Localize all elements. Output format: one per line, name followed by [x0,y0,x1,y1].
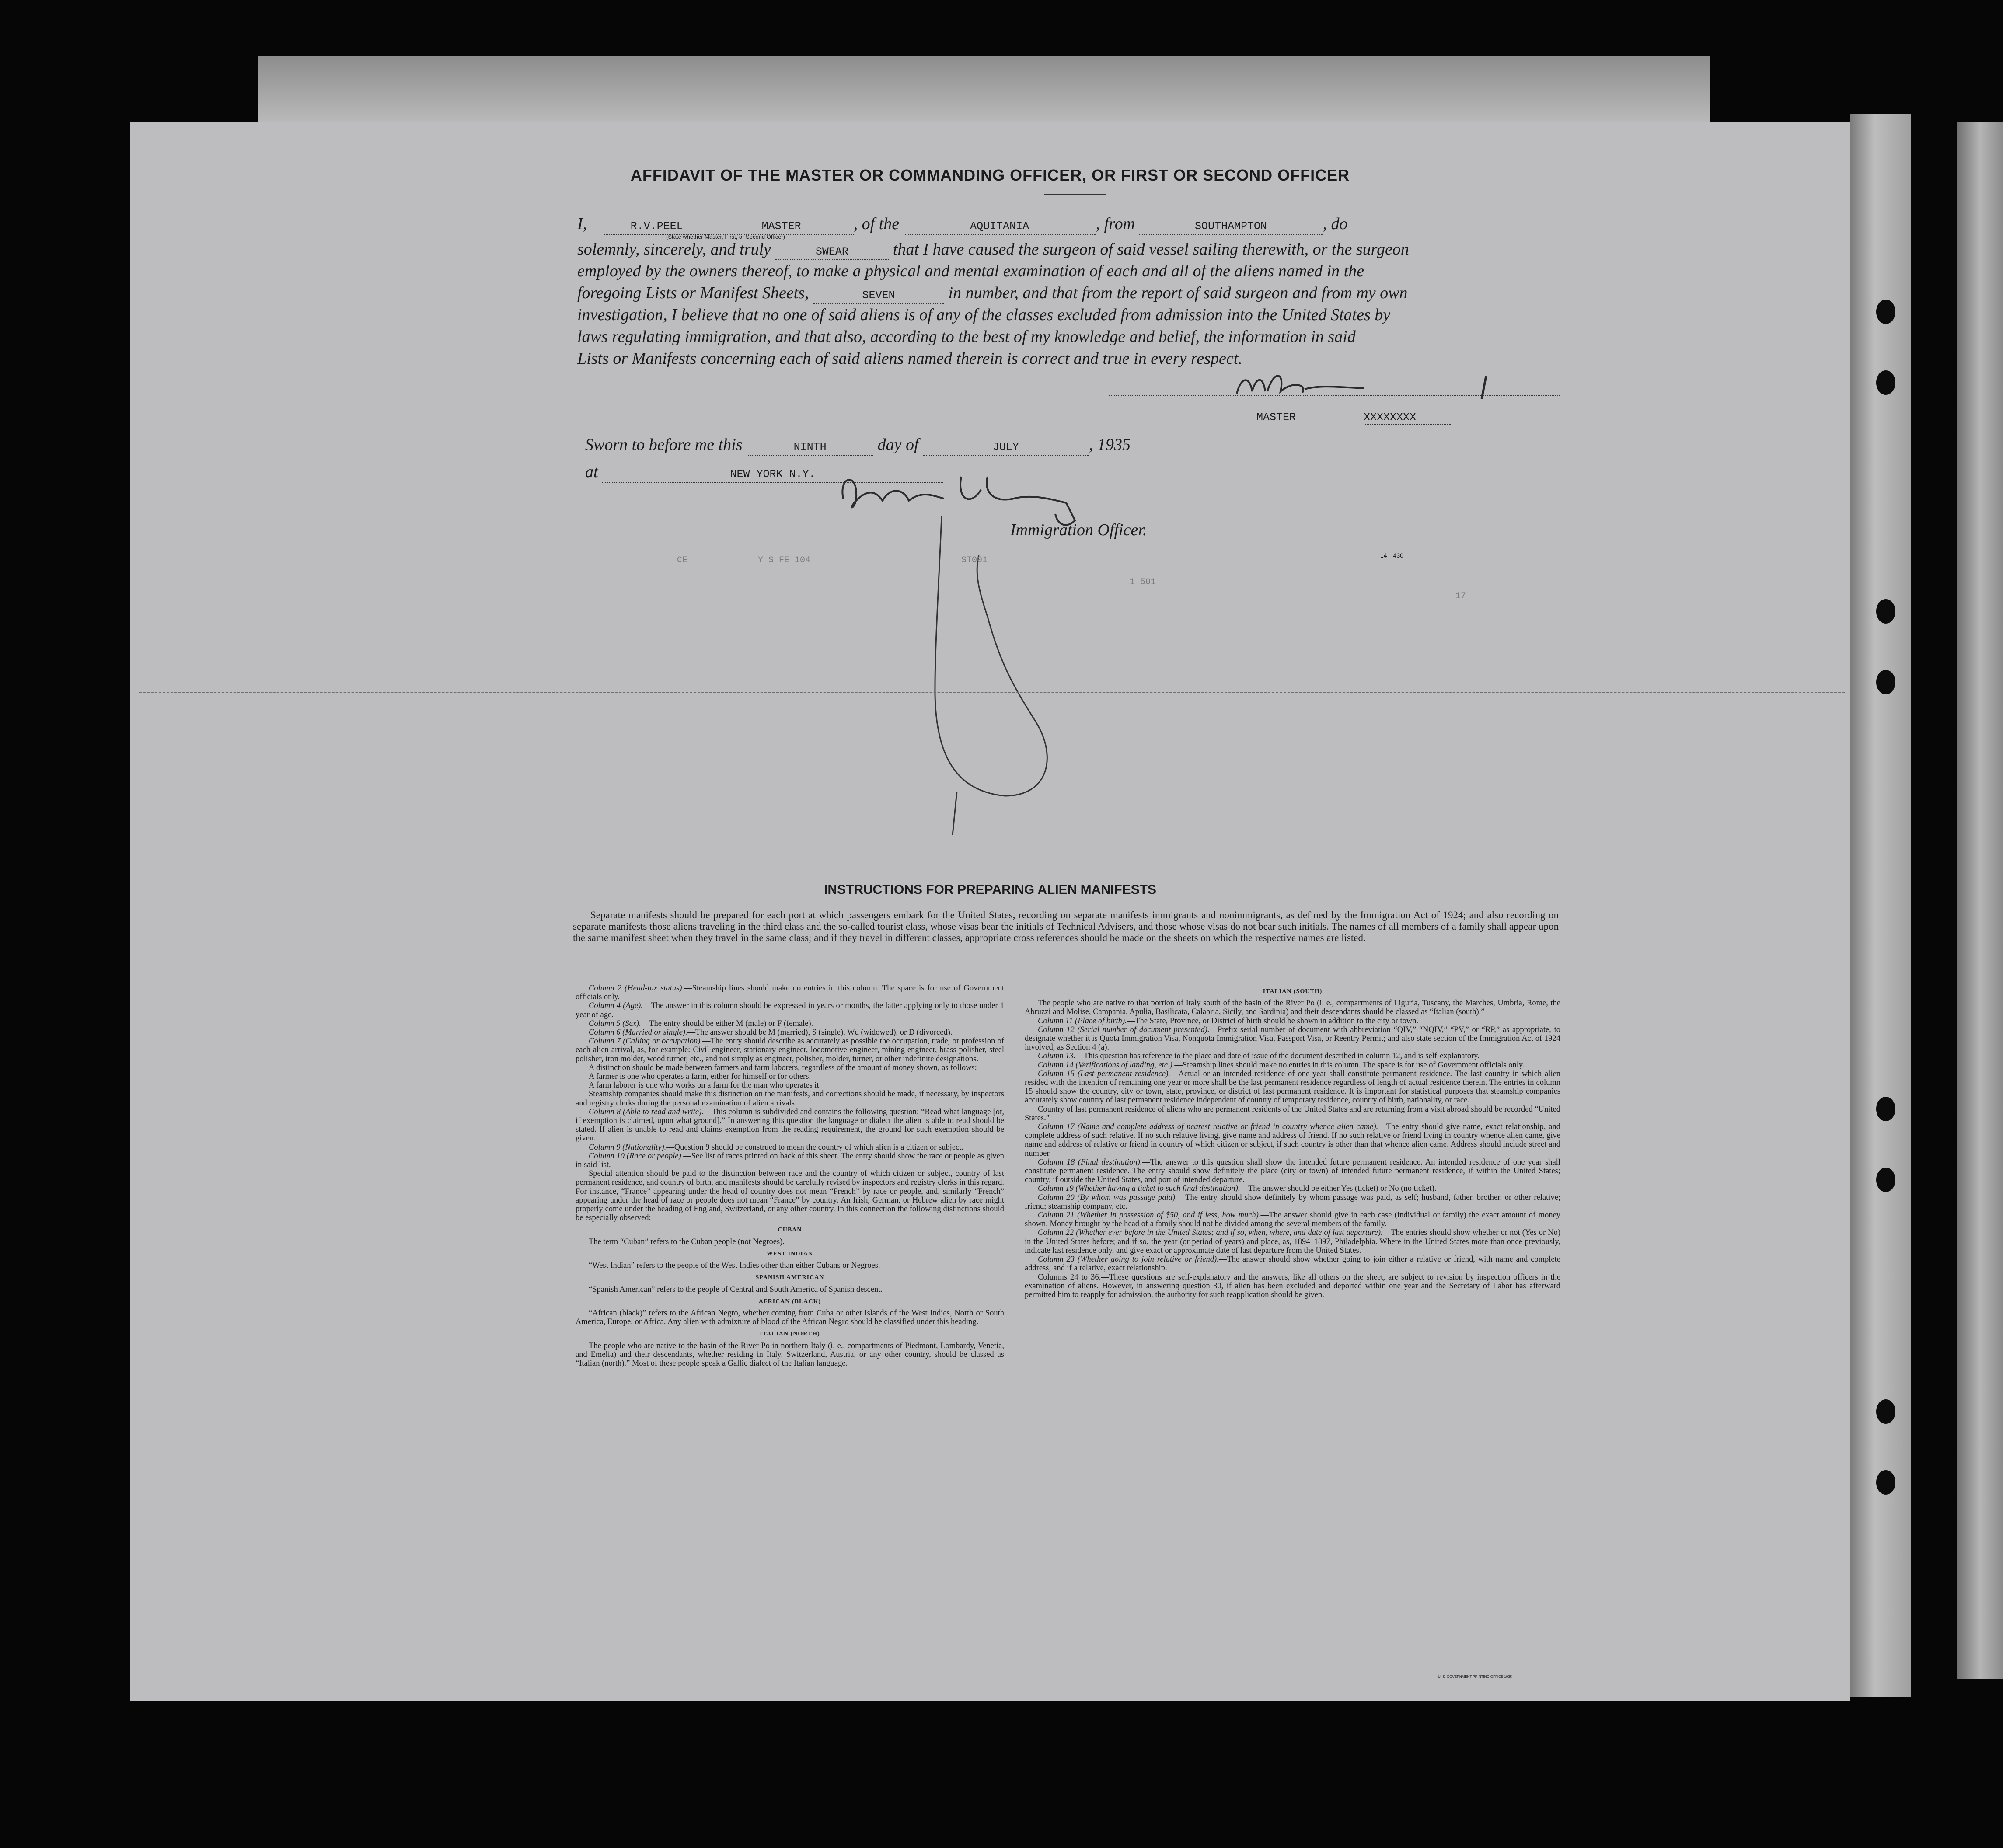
instruction-paragraph: Column 17 (Name and complete address of nearest relative or friend in country whence alien came).—The entry should give name, exact relationship, and complete address of such relative. If no such relative living, give name and address of friend. If no such relative or friend living in country whence alien came, give name and address of relative or friend in country of which citizen or subject, if such country is other than that whence alien came. Address should include street and number. [1025,1123,1560,1158]
instruction-paragraph: A farm laborer is one who works on a farm for the man who operates it. [589,1081,821,1090]
instruction-paragraph: Column 15 (Last permanent residence).—Actual or an intended residence of one year shall constitute permanent residence. The last country in which alien resided with the intention of remaining one year or more shall be the last permanent residence regardless of length of actual residence therein. The entries in column 15 should show the country, city or town, state, province, or district of last permanent residence. It is important for statistical purposes that steamship companies accurately show country of last permanent residence independent of country of temporary residence, country of birth, nationality, or race. [1025,1069,1560,1105]
affidavit-line-1 [577,214,1561,235]
instructions-title: INSTRUCTIONS FOR PREPARING ALIEN MANIFESTS [824,882,1157,897]
instruction-paragraph: The people who are native to the basin of the River Po in northern Italy (i. e., compartments of Piedmont, Lombardy, Venetia, and Emelia) and their descendants, whether residing in Italy, Switzerland, Austria, or any other country, should be classed as “Italian (north).” Most of these people speak a Gallic dialect of the Italian language. [576,1341,1004,1368]
punch-hole [1876,599,1895,624]
column-label: Column 14 (Verifications of landing, etc.). [1038,1060,1175,1070]
vessel-name-field: AQUITANIA [904,221,1096,235]
sworn-pre-text: Sworn to before me this [585,436,743,454]
instruction-paragraph: Column 14 (Verifications of landing, etc.).—Steamship lines should make no entries in this column. The space is for use of Government officials only. [1038,1060,1525,1070]
affidavit-line-6: laws regulating immigration, and that also, according to the best of my knowledge and belief, the information in said [577,328,1356,346]
section-heading: CUBAN [778,1227,802,1234]
column-label: Column 20 (By whom was passage paid). [1038,1193,1177,1202]
from-text: , from [1096,215,1135,233]
underlying-sheet-top [258,56,1710,122]
signature-struck-text: XXXXXXXX [1364,411,1451,425]
fold-line [139,692,1845,693]
underlying-sheet-right [1850,114,1911,1697]
instruction-paragraph: A distinction should be made between farmers and farm laborers, regardless of the amount of money shown, as follows: [589,1063,977,1072]
form-number-text: 14—430 [1380,552,1403,559]
column-label: Column 9 (Nationality). [589,1143,667,1152]
of-the-text: , of the [853,215,900,233]
affidavit-line-4 [577,283,1561,304]
sheet-count-field: SEVEN [813,290,944,304]
officer-rank-field: MASTER [709,221,854,235]
instruction-paragraph: Special attention should be paid to the distinction between race and the country of which citizen or subject, country of last permanent residence, and country of birth, and manifests should be carefully revised by inspectors and registry clerks in this regard. For instance, “France” appearing under the head of country does not mean “French” by race or people, and, similarly “French” appearing under the head of race or people does not mean “France” by country. An Irish, German, or Hebrew alien by race might properly come under the heading of England, Switzerland, or any other country. In this connection the following distinctions should be especially observed: [576,1169,1004,1223]
instruction-paragraph: Column 23 (Whether going to join relative or friend).—The answer should show whether going to join either a relative or friend, with name and complete address; and if a relative, exact relationship. [1025,1255,1560,1273]
instruction-paragraph: Column 13.—This question has reference to the place and date of issue of the document described in column 12, and is self-explanatory. [1038,1052,1480,1061]
column-label: Column 12 (Serial number of document presented). [1038,1025,1210,1034]
column-label: Column 15 (Last permanent residence). [1038,1069,1171,1078]
sworn-month-field: JULY [923,442,1089,456]
title-underline [1044,194,1106,195]
sworn-day-of-text: day of [877,436,919,454]
instruction-paragraph: Column 4 (Age).—The answer in this column should be expressed in years or months, the latter applying only to those under 1 year of age. [576,1001,1004,1019]
column-label: Column 8 (Able to read and write). [589,1107,704,1116]
section-heading: WEST INDIAN [766,1250,813,1257]
column-label: Column 17 (Name and complete address of nearest relative or friend in country whence alien came). [1038,1123,1378,1132]
faint-mark: CE [677,555,688,565]
instruction-paragraph: Columns 24 to 36.—These questions are self-explanatory and the answers, like all others on the sheet, are subject to revision by inspection officers in the examination of aliens. However, in answering question 30, if alien has been excluded and deported within one year and the Secretary of Labor has afterward permitted him to reapply for admission, the authority for such reapplication should be given. [1025,1273,1560,1299]
column-label: Column 13. [1038,1052,1076,1061]
sworn-line [585,435,1131,456]
line2-post-text: that I have caused the surgeon of said vessel sailing therewith, or the surgeon [893,240,1409,258]
instruction-paragraph: Country of last permanent residence of aliens who are permanent residents of the United States and are returning from a visit abroad should be recorded “United States.” [1025,1105,1560,1123]
faint-mark: Y S FE 104 [758,555,811,565]
printer-text: U. S. GOVERNMENT PRINTING OFFICE 1935 [1438,1675,1512,1679]
oath-type-field: SWEAR [775,246,889,260]
sworn-year-text: , 1935 [1089,436,1131,454]
instruction-paragraph: A farmer is one who operates a farm, either for himself or for others. [589,1072,811,1081]
column-label: Column 18 (Final destination). [1038,1158,1142,1167]
section-heading: ITALIAN (NORTH) [760,1331,820,1338]
affidavit-line-3: employed by the owners thereof, to make a physical and mental examination of each and all of the aliens named in the [577,262,1364,280]
manifest-page [130,122,1850,1701]
affidavit-line-7: Lists or Manifests concerning each of said aliens named therein is correct and true in every respect. [577,349,1242,368]
officer-name-field: R.V.PEEL [604,221,709,235]
section-heading: ITALIAN (SOUTH) [1263,988,1323,995]
instructions-left-column [576,984,1004,1368]
instruction-paragraph: Column 10 (Race or people).—See list of races printed on back of this sheet. The entry should show the race or people as given in said list. [576,1151,1004,1170]
column-label: Column 23 (Whether going to join relative or friend). [1038,1255,1219,1264]
master-signature [1232,367,1565,402]
faint-mark: ST001 [961,555,988,565]
do-text: , do [1323,215,1348,233]
instructions-right-column [1025,984,1560,1299]
punch-hole [1876,1399,1895,1424]
punch-hole [1876,1470,1895,1495]
instruction-paragraph: Column 12 (Serial number of document presented).—Prefix serial number of document with abbreviation “QIV,” “NQIV,” “PV,” or “RP,” as appropriate, to designate whether it is Quota Immigration Visa, Nonquota Immigration Visa, Passport Visa, or Reentry Permit; and also state section of the Immigration Act of 1924 involved, as Section 4 (a). [1025,1025,1560,1052]
column-label: Column 5 (Sex). [589,1019,641,1028]
instruction-paragraph: Column 20 (By whom was passage paid).—The entry should show definitely by whom passage was paid, as self; husband, father, brother, or other relative; friend; steamship company, etc. [1025,1193,1560,1211]
column-label: Column 22 (Whether ever before in the United States; and if so, when, where, and date of last departure). [1038,1228,1383,1238]
rank-hint-text: (State whether Master, First, or Second Officer) [666,234,785,240]
line4-pre-text: foregoing Lists or Manifest Sheets, [577,284,809,302]
at-label: at [585,463,598,481]
line4-post-text: in number, and that from the report of said surgeon and from my own [948,284,1408,302]
punch-hole [1876,670,1895,694]
punch-hole [1876,370,1895,395]
column-label: Column 4 (Age). [589,1001,643,1011]
instruction-paragraph: Column 18 (Final destination).—The answer to this question shall show the intended future permanent residence. An intended residence of one year shall constitute permanent residence. The entry should show definitely the place (city or town) of intended future permanent residence, if within the United States; country, if outside the United States, and port of intended departure. [1025,1158,1560,1185]
column-label: Column 7 (Calling or occupation). [589,1037,702,1046]
faint-mark: 17 [1455,591,1466,601]
departure-port-field: SOUTHAMPTON [1139,221,1323,235]
instruction-paragraph: Column 9 (Nationality).—Question 9 should be construed to mean the country of which alien is a citizen or subject. [589,1143,964,1152]
immigration-officer-label: Immigration Officer. [1010,521,1147,539]
section-heading: AFRICAN (BLACK) [758,1298,821,1305]
sworn-day-field: NINTH [747,442,873,456]
affidavit-line-5: investigation, I believe that no one of said aliens is of any of the classes excluded from admission into the United States by [577,306,1391,324]
column-label: Column 6 (Married or single). [589,1028,687,1037]
instruction-paragraph: Column 6 (Married or single).—The answer should be M (married), S (single), Wd (widowed), or D (divorced). [589,1028,953,1037]
instructions-intro: Separate manifests should be prepared for each port at which passengers embark for the United States, recording on separate manifests immigrants and nonimmigrants, as defined by the Immigration Act of 1924; and also recording on separate manifests those aliens traveling in the third class and the so-called tourist class, whose visas bear the initials of Technical Advisers, and those whose visas do not bear such initials. The names of all members of a family shall appear upon the same manifest sheet when they travel in the same class; and if they travel in different classes, appropriate cross references should be made on the sheets on which the respective names are listed. [573,910,1559,943]
punch-hole [1876,1168,1895,1192]
affidavit-title: AFFIDAVIT OF THE MASTER OR COMMANDING OFFICER, OR FIRST OR SECOND OFFICER [630,166,1350,184]
column-label: Column 19 (Whether having a ticket to such final destination). [1038,1184,1240,1193]
underlying-sheet-far-right [1957,122,2003,1679]
instruction-paragraph: Column 5 (Sex).—The entry should be either M (male) or F (female). [589,1019,813,1028]
faint-mark: 1 501 [1130,577,1156,587]
line2-pre-text: solemnly, sincerely, and truly [577,240,771,258]
place-field: NEW YORK N.Y. [602,469,943,483]
instruction-paragraph: “Spanish American” refers to the people of Central and South America of Spanish descent. [589,1285,883,1294]
instruction-paragraph: Column 22 (Whether ever before in the United States; and if so, when, where, and date of last departure).—The entries should show whether or not (Yes or No) in the United States before; and if so, the year (or period of years) and place, as, 1894–1897, Philadelphia. Where in the United States more than once previously, indicate last residence only, and give exact or approximate date of last departure from the United States. [1025,1228,1561,1255]
section-heading: SPANISH AMERICAN [755,1274,824,1281]
instruction-paragraph: “West Indian” refers to the people of the West Indies other than either Cubans or Negroes. [589,1261,880,1270]
immigration-officer-signature [830,459,1162,853]
affidavit-line-2 [577,240,1561,260]
instruction-paragraph: Column 7 (Calling or occupation).—The entry should describe as accurately as possible the occupation, trade, or profession of each alien arrival, as, for example: Civil engineer, stationary engineer, locomotive engineer, mining engineer, brass polisher, steel polisher, iron molder, wood turner, etc., and not simply as engineer, polisher, molder, turner, or other indefinite designations. [576,1037,1004,1063]
column-label: Column 11 (Place of birth). [1038,1016,1127,1025]
instruction-paragraph: The term “Cuban” refers to the Cuban people (not Negroes). [589,1237,785,1246]
column-label: Column 2 (Head-tax status). [589,984,684,993]
punch-hole [1876,1097,1895,1121]
instruction-paragraph: Steamship companies should make this distinction on the manifests, and corrections should be made, if necessary, by inspectors and registry clerks during the personal examination of alien arrivals. [576,1090,1004,1108]
printer-imprint [1438,1672,1512,1680]
punch-hole [1876,300,1895,324]
instruction-paragraph: Column 21 (Whether in possession of $50, and if less, how much).—The answer should give in each case (individual or family) the exact amount of money shown. Money brought by the head of a family should not be divided among the several members of the family. [1025,1211,1561,1229]
instruction-paragraph: Column 2 (Head-tax status).—Steamship lines should make no entries in this column. The space is for use of Government officials only. [576,984,1004,1002]
pronoun-text: I, [577,215,587,233]
instruction-paragraph: “African (black)” refers to the African Negro, whether coming from Cuba or other islands of the West Indies, North or South America, Europe, or Africa. Any alien with admixture of blood of the African Negro should be classified under this heading. [576,1308,1004,1327]
signature-title-text: MASTER [1256,411,1296,424]
instruction-paragraph: Column 19 (Whether having a ticket to such final destination).—The answer should be either Yes (ticket) or No (no ticket). [1038,1184,1437,1193]
instruction-paragraph: Column 8 (Able to read and write).—This column is subdivided and contains the following question: “Read what language [or, if exemption is claimed, upon what ground].” In answering this question the language or dialect the alien is able to read should be stated. If alien is unable to read and claims exemption from the reading requirement, the ground for such exemption should be given. [576,1107,1004,1143]
column-label: Column 10 (Race or people). [589,1151,684,1161]
column-label: Column 21 (Whether in possession of $50, and if less, how much). [1038,1211,1261,1220]
instruction-paragraph: Column 11 (Place of birth).—The State, Province, or District of birth should be shown in addition to the city or town. [1038,1016,1419,1025]
instruction-paragraph: The people who are native to that portion of Italy south of the basin of the River Po (i. e., compartments of Liguria, Tuscany, the Marches, Umbria, Rome, the Abruzzi and Molise, Campania, Apulia, Basilicata, Calabria, Sicily, and Sardinia) and their descendants should be classed as “Italian (south).” [1025,999,1560,1017]
